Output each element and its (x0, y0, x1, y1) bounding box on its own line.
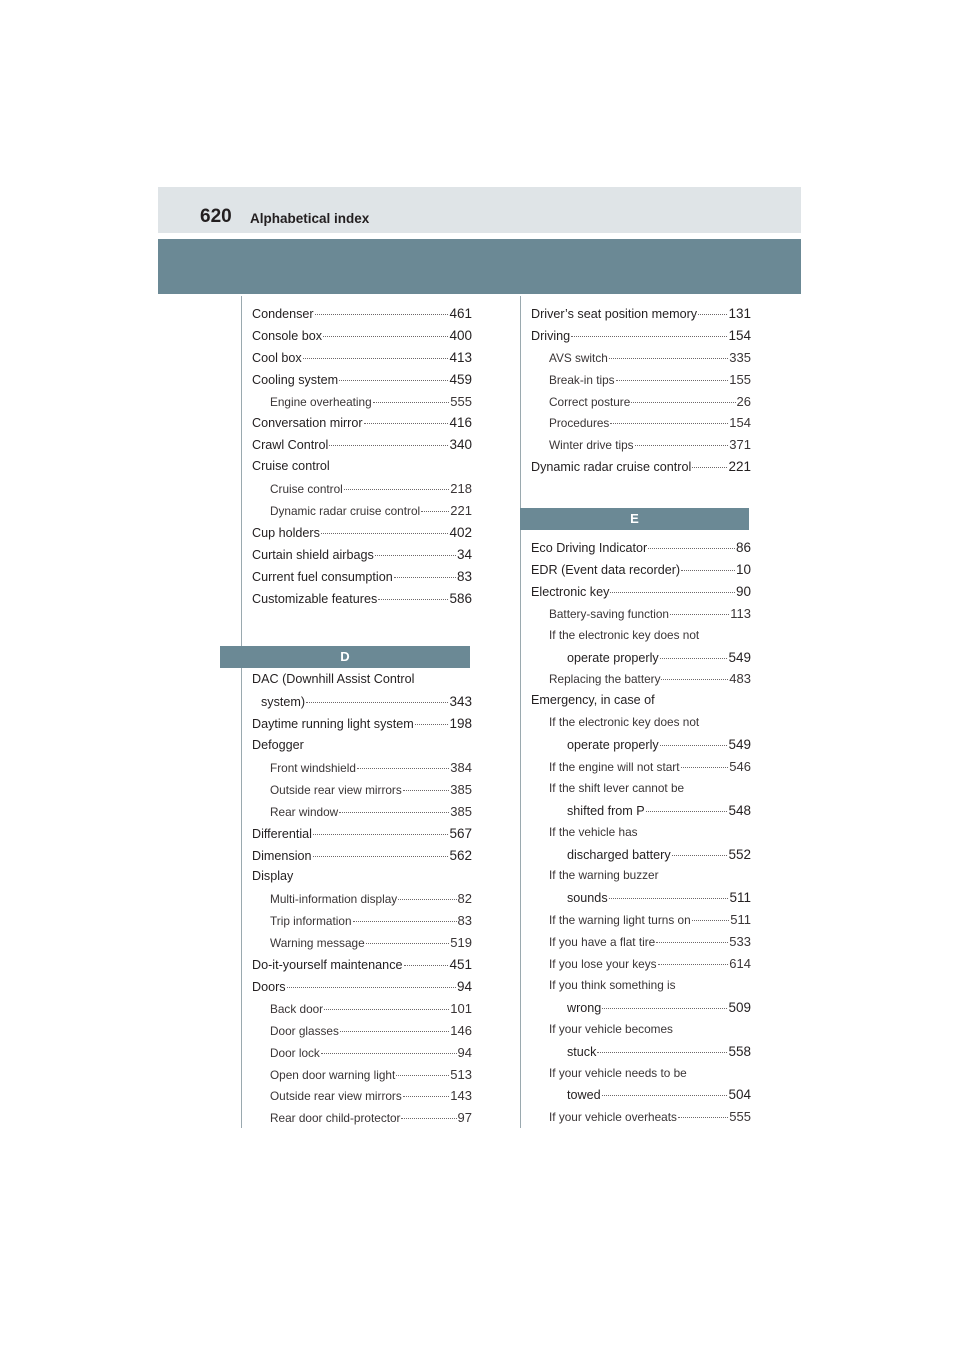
index-page-ref: 509 (728, 999, 751, 1015)
index-page-ref: 533 (729, 934, 751, 950)
index-entry (252, 503, 472, 525)
index-entry (531, 1087, 751, 1109)
dot-leader (571, 336, 727, 337)
index-entry (252, 437, 472, 459)
index-page-ref: 385 (450, 803, 472, 819)
dot-leader (646, 811, 728, 812)
index-entry (531, 584, 751, 606)
dot-leader (315, 314, 449, 315)
dot-leader (313, 834, 449, 835)
section-header-e: E (520, 508, 749, 530)
index-entry (531, 372, 751, 394)
index-entry-label: If you lose your keys (549, 957, 657, 972)
dot-leader (692, 920, 730, 921)
dot-leader (660, 745, 728, 746)
index-entry-label: Front windshield (270, 761, 356, 776)
dot-leader (609, 898, 729, 899)
index-page-ref: 461 (449, 306, 472, 321)
index-entry (531, 437, 751, 459)
index-entry (531, 1109, 751, 1131)
index-page-ref: 221 (450, 503, 472, 519)
index-entry (252, 848, 472, 870)
index-list-d-continued (531, 306, 751, 481)
index-page-ref: 155 (729, 371, 751, 387)
index-entry-label: Dynamic radar cruise control (270, 504, 421, 519)
index-entry-label: Current fuel consumption (252, 569, 393, 584)
index-page-ref: 131 (728, 306, 751, 321)
index-heading (252, 738, 472, 760)
index-column-right (531, 306, 751, 1131)
page-number: 620 (200, 206, 232, 227)
index-entry (252, 804, 472, 826)
index-entry-label: If you think something is (549, 977, 676, 992)
left-column-rule (241, 296, 242, 1128)
index-entry (531, 737, 751, 759)
index-entry-label: operate properly (567, 650, 659, 665)
header-band (158, 239, 801, 294)
index-entry-label: Display (252, 869, 294, 884)
index-entry-label: Battery-saving function (549, 606, 669, 621)
index-entry (252, 694, 472, 716)
index-page-ref: 513 (450, 1066, 472, 1082)
index-page-ref: 113 (730, 605, 751, 621)
index-entry-label: Outside rear view mirrors (270, 782, 402, 797)
dot-leader (398, 899, 456, 900)
index-entry-label: EDR (Event data recorder) (531, 563, 681, 578)
dot-leader (329, 445, 448, 446)
index-entry-label: Customizable features (252, 591, 378, 606)
index-entry (531, 956, 751, 978)
index-page-ref: 198 (449, 716, 472, 732)
index-entry-label: Emergency, in case of (531, 693, 655, 708)
dot-leader (692, 467, 727, 468)
dot-leader (321, 533, 449, 534)
index-entry-label: Procedures (549, 416, 610, 431)
index-entry-label: Doors (252, 979, 286, 994)
index-entry-label: Dimension (252, 848, 312, 863)
dot-leader (366, 943, 450, 944)
index-entry-label: discharged battery (567, 847, 671, 862)
index-entry-label: If the shift lever cannot be (549, 780, 685, 795)
index-entry-label: Engine overheating (270, 394, 372, 409)
index-page-ref: 146 (450, 1022, 472, 1038)
index-column-left (252, 306, 472, 1132)
dot-leader (357, 768, 449, 769)
section-header-d: D (220, 646, 470, 668)
index-page-ref: 34 (456, 546, 472, 562)
index-entry-label: If you have a flat tire (549, 935, 656, 950)
index-page-ref: 26 (736, 393, 751, 409)
dot-leader (344, 489, 450, 490)
index-entry (252, 591, 472, 613)
index-entry-label: Curtain shield airbags (252, 547, 374, 562)
index-heading (252, 459, 472, 481)
index-list-d (252, 672, 472, 1132)
index-page-ref: 562 (449, 847, 472, 863)
index-page-ref: 10 (735, 562, 751, 578)
dot-leader (287, 987, 456, 988)
index-page-ref: 586 (449, 590, 472, 606)
index-entry-label: stuck (567, 1044, 597, 1059)
index-page-ref: 384 (450, 760, 472, 776)
index-entry (531, 912, 751, 934)
dot-leader (661, 679, 728, 680)
index-entry-label: Rear window (270, 804, 339, 819)
index-entry-label: Eco Driving Indicator (531, 541, 648, 556)
index-entry-label: Do-it-yourself maintenance (252, 958, 403, 973)
index-heading (531, 825, 751, 847)
index-entry-label: Condenser (252, 307, 314, 321)
index-entry (252, 525, 472, 547)
dot-leader (610, 423, 728, 424)
index-entry-label: Winter drive tips (549, 438, 634, 453)
dot-leader (403, 790, 450, 791)
index-entry-label: Cruise control (270, 482, 343, 497)
dot-leader (394, 577, 456, 578)
index-page-ref: 97 (457, 1110, 472, 1126)
index-entry-label: Break-in tips (549, 372, 615, 387)
index-entry-label: operate properly (567, 738, 659, 753)
index-entry-label: Defogger (252, 738, 304, 753)
index-entry (531, 1044, 751, 1066)
index-page-ref: 343 (449, 694, 472, 710)
header-bar (158, 187, 801, 233)
dot-leader (681, 570, 735, 571)
index-heading (531, 1022, 751, 1044)
index-entry-label: Door lock (270, 1045, 320, 1060)
index-page-ref: 451 (449, 957, 472, 973)
dot-leader (660, 658, 728, 659)
dot-leader (339, 380, 448, 381)
index-page-ref: 82 (457, 891, 472, 907)
index-entry (252, 913, 472, 935)
right-column-rule (520, 296, 521, 1128)
dot-leader (378, 599, 448, 600)
index-entry (531, 328, 751, 350)
index-entry (252, 547, 472, 569)
index-entry (252, 891, 472, 913)
index-page-ref: 90 (735, 583, 751, 599)
dot-leader (602, 1095, 728, 1096)
index-entry (252, 1023, 472, 1045)
index-entry-label: Daytime running light system (252, 717, 414, 732)
index-heading (531, 715, 751, 737)
index-entry (252, 979, 472, 1001)
index-entry (252, 306, 472, 328)
dot-leader (373, 402, 450, 403)
index-page-ref: 459 (449, 371, 472, 387)
dot-leader (648, 548, 735, 549)
index-entry-label: Cooling system (252, 372, 339, 387)
index-entry (531, 803, 751, 825)
index-entry-label: Dynamic radar cruise control (531, 460, 692, 475)
index-page-ref: 402 (449, 524, 472, 540)
index-page-ref: 340 (449, 437, 472, 453)
dot-leader (631, 402, 735, 403)
dot-leader (404, 965, 449, 966)
index-page-ref: 555 (450, 393, 472, 409)
dot-leader (396, 1075, 449, 1076)
index-entry-label: DAC (Downhill Assist Control (252, 672, 415, 687)
index-entry-label: Cup holders (252, 525, 320, 540)
index-entry (252, 760, 472, 782)
index-entry (252, 782, 472, 804)
index-entry-label: Trip information (270, 914, 352, 929)
index-entry-label: Crawl Control (252, 438, 329, 453)
index-entry (531, 606, 751, 628)
index-page-ref: 94 (456, 978, 472, 994)
index-entry-label: Electronic key (531, 584, 610, 599)
index-entry-label: Conversation mirror (252, 416, 363, 431)
index-entry-label: Rear door child-protector (270, 1111, 401, 1126)
index-heading (531, 693, 751, 715)
index-page-ref: 555 (729, 1109, 751, 1125)
index-page-ref: 385 (450, 781, 472, 797)
index-entry-label: If your vehicle overheats (549, 1110, 677, 1125)
index-entry-label: Door glasses (270, 1023, 339, 1038)
index-entry-label: Cruise control (252, 459, 330, 474)
index-page-ref: 83 (457, 913, 472, 929)
index-entry (531, 934, 751, 956)
dot-leader (421, 511, 449, 512)
index-entry (531, 759, 751, 781)
index-entry-label: Replacing the battery (549, 672, 661, 687)
dot-leader (313, 856, 449, 857)
index-entry (252, 1001, 472, 1023)
index-entry (252, 1088, 472, 1110)
dot-leader (364, 423, 449, 424)
index-entry-label: Open door warning light (270, 1067, 396, 1082)
dot-leader (681, 767, 729, 768)
index-heading (252, 869, 472, 891)
dot-leader (340, 1031, 449, 1032)
index-page-ref: 218 (450, 481, 472, 497)
index-page-ref: 154 (729, 415, 751, 431)
dot-leader (323, 336, 448, 337)
dot-leader (353, 921, 457, 922)
index-page-ref: 548 (728, 802, 751, 818)
dot-leader (403, 1096, 450, 1097)
dot-leader (375, 555, 456, 556)
index-page-ref: 371 (729, 437, 751, 453)
index-entry-label: Cool box (252, 350, 302, 365)
index-entry (531, 459, 751, 481)
index-entry (531, 890, 751, 912)
index-entry (531, 415, 751, 437)
index-entry-label: If the electronic key does not (549, 715, 700, 730)
index-entry-label: If the engine will not start (549, 760, 680, 775)
index-entry (252, 826, 472, 848)
dot-leader (303, 358, 449, 359)
dot-leader (610, 592, 735, 593)
index-page-ref: 558 (728, 1043, 751, 1059)
index-entry (531, 562, 751, 584)
index-entry-label: Differential (252, 826, 312, 841)
index-entry (252, 1110, 472, 1132)
dot-leader (678, 1117, 728, 1118)
dot-leader (656, 942, 728, 943)
index-entry-label: If the vehicle has (549, 824, 638, 839)
index-entry-label: Console box (252, 328, 323, 343)
dot-leader (321, 1053, 457, 1054)
dot-leader (597, 1052, 727, 1053)
index-entry (252, 350, 472, 372)
index-entry (252, 372, 472, 394)
index-entry (252, 415, 472, 437)
index-entry-label: Multi-information display (270, 892, 398, 907)
index-page-ref: 483 (729, 671, 751, 687)
index-entry-label: Outside rear view mirrors (270, 1089, 402, 1104)
index-page-ref: 143 (450, 1088, 472, 1104)
index-page-ref: 335 (729, 349, 751, 365)
index-entry-label: If your vehicle needs to be (549, 1065, 687, 1080)
index-heading (531, 1066, 751, 1088)
index-entry (531, 847, 751, 869)
dot-leader (339, 812, 449, 813)
index-entry-label: wrong (567, 1000, 602, 1015)
index-entry-label: Correct posture (549, 394, 631, 409)
index-entry-label: sounds (567, 891, 608, 906)
index-heading (531, 781, 751, 803)
index-entry-label: If your vehicle becomes (549, 1021, 673, 1036)
index-entry (252, 394, 472, 416)
index-page-ref: 83 (456, 568, 472, 584)
index-page-ref: 101 (450, 1000, 472, 1016)
index-entry (252, 716, 472, 738)
dot-leader (635, 445, 729, 446)
index-entry (252, 1045, 472, 1067)
index-entry-label: Warning message (270, 936, 365, 951)
index-list-c (252, 306, 472, 612)
index-page-ref: 504 (728, 1087, 751, 1103)
index-page-ref: 416 (449, 415, 472, 431)
index-entry-label: shifted from P (567, 803, 645, 818)
index-entry-label: If the electronic key does not (549, 627, 700, 642)
index-entry (252, 957, 472, 979)
index-list-e (531, 540, 751, 1131)
index-entry (531, 306, 751, 328)
dot-leader (658, 964, 729, 965)
dot-leader (672, 855, 728, 856)
index-page-ref: 614 (729, 956, 751, 972)
index-page-ref: 511 (730, 912, 751, 928)
index-page-ref: 400 (449, 327, 472, 343)
index-heading (531, 628, 751, 650)
index-entry-label: towed (567, 1088, 601, 1103)
index-page-ref: 552 (728, 846, 751, 862)
index-entry (531, 1000, 751, 1022)
index-page-ref: 549 (728, 649, 751, 665)
dot-leader (616, 380, 729, 381)
index-entry (531, 350, 751, 372)
index-entry (531, 650, 751, 672)
dot-leader (415, 724, 449, 725)
index-entry (531, 394, 751, 416)
index-entry-label: If the warning light turns on (549, 913, 691, 928)
index-entry (252, 935, 472, 957)
index-entry-label: If the warning buzzer (549, 868, 659, 883)
index-page-ref: 94 (457, 1044, 472, 1060)
index-heading (531, 868, 751, 890)
index-entry (252, 1067, 472, 1089)
index-entry-label: Driver’s seat position memory (531, 307, 698, 321)
index-page-ref: 511 (729, 890, 751, 906)
index-entry-label: system) (261, 695, 306, 710)
index-heading (252, 672, 472, 694)
index-page-ref: 549 (728, 737, 751, 753)
index-page-ref: 86 (735, 540, 751, 556)
dot-leader (602, 1008, 727, 1009)
dot-leader (401, 1118, 456, 1119)
dot-leader (609, 358, 729, 359)
index-heading (531, 978, 751, 1000)
dot-leader (698, 314, 727, 315)
index-entry (252, 569, 472, 591)
index-entry (252, 481, 472, 503)
index-entry (252, 328, 472, 350)
page-title: Alphabetical index (250, 211, 370, 226)
index-page-ref: 519 (450, 935, 472, 951)
index-entry-label: Back door (270, 1001, 324, 1016)
index-page-ref: 154 (728, 327, 751, 343)
dot-leader (306, 702, 448, 703)
index-page-ref: 567 (449, 825, 472, 841)
index-page-ref: 546 (729, 759, 751, 775)
index-page-ref: 221 (728, 459, 751, 475)
index-page-ref: 413 (449, 349, 472, 365)
index-entry (531, 671, 751, 693)
dot-leader (324, 1009, 449, 1010)
index-entry-label: Driving (531, 328, 571, 343)
index-entry (531, 540, 751, 562)
dot-leader (670, 614, 729, 615)
index-entry-label: AVS switch (549, 350, 608, 365)
